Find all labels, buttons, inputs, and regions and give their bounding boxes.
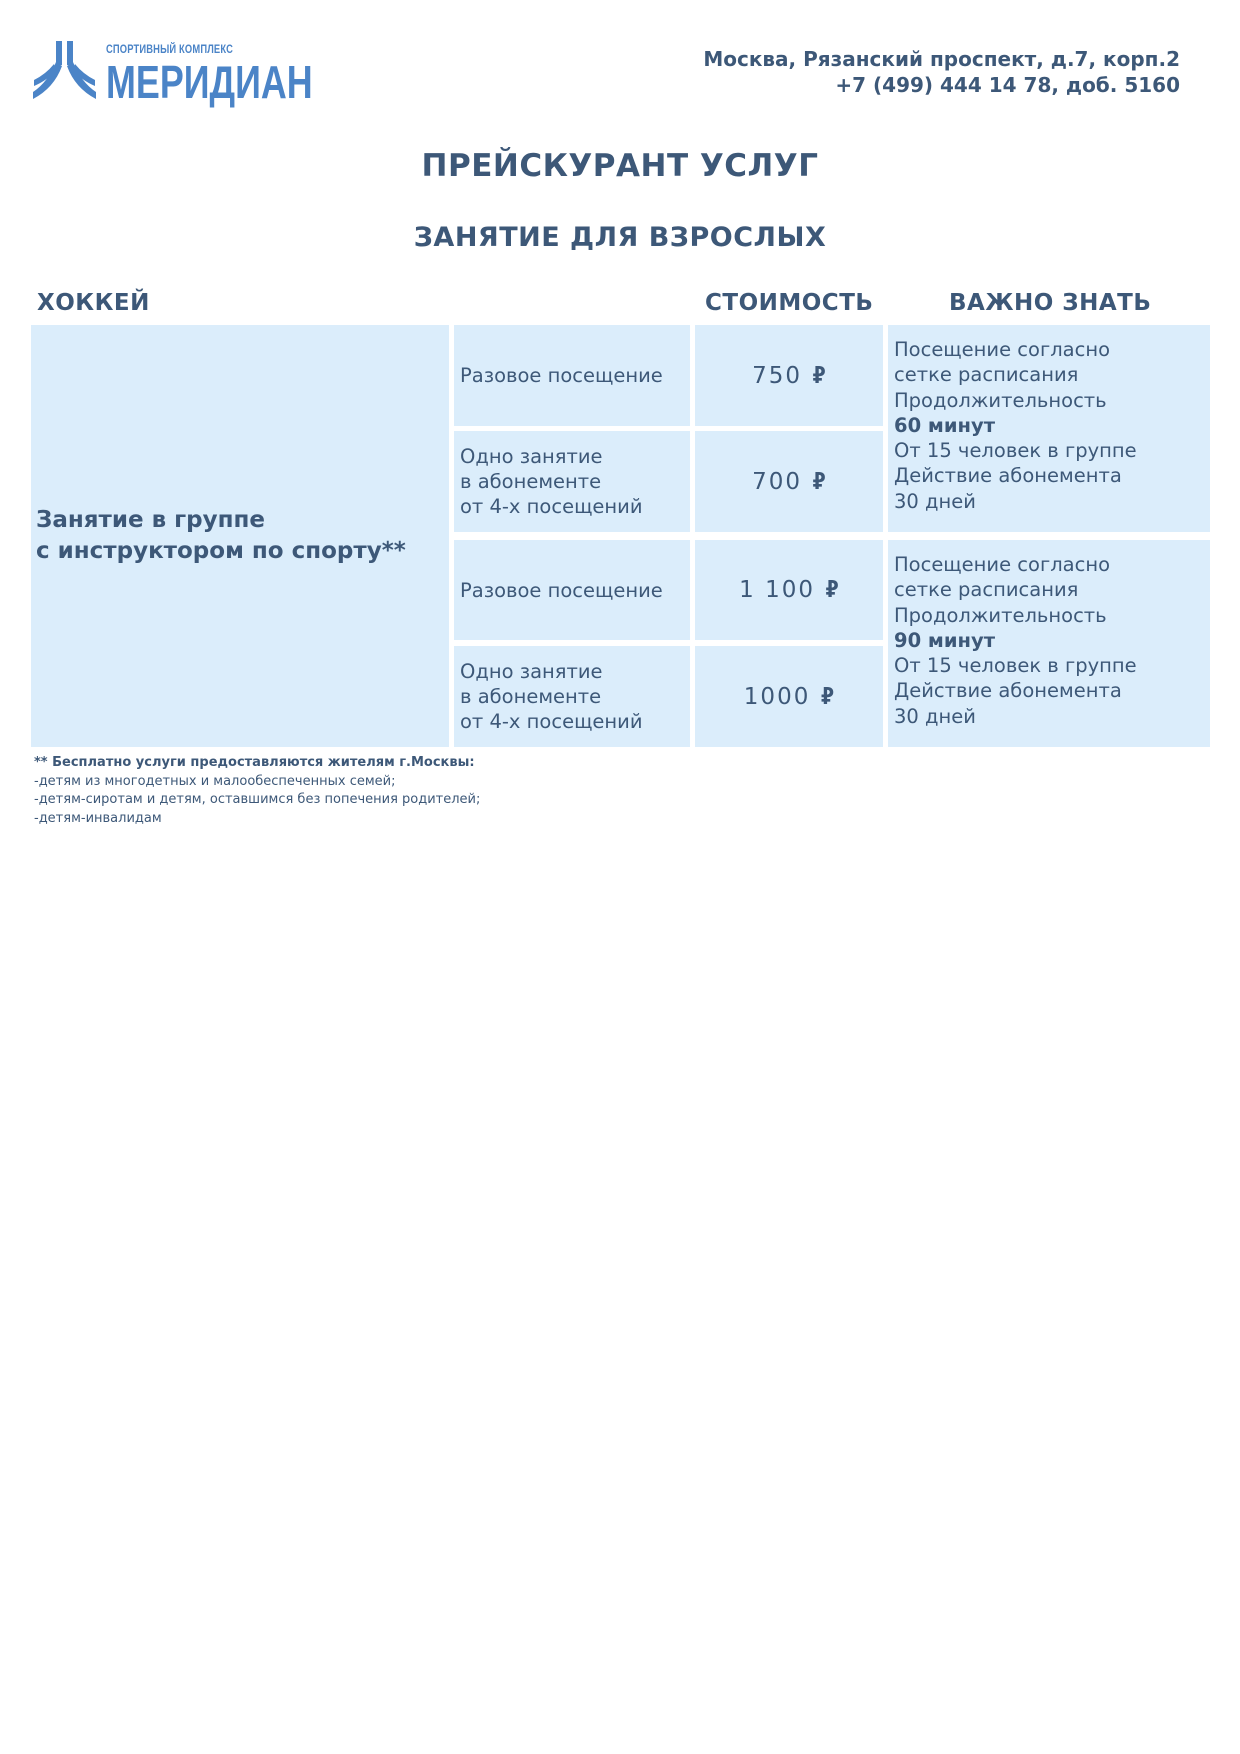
ruble-icon: ₽ bbox=[812, 468, 826, 495]
option-label: Одно занятие в абонементе от 4-х посещений bbox=[460, 660, 643, 733]
price-cell bbox=[695, 431, 883, 532]
price-cell bbox=[695, 646, 883, 747]
price-cell bbox=[695, 325, 883, 426]
info-line: сетке расписания bbox=[894, 363, 1079, 387]
logo bbox=[32, 40, 313, 110]
column-header-info: ВАЖНО ЗНАТЬ bbox=[949, 290, 1152, 316]
page-title: ПРЕЙСКУРАНТ УСЛУГ bbox=[421, 148, 819, 184]
logo-name: МЕРИДИАН bbox=[106, 56, 313, 108]
service-name-line-1: Занятие в группе bbox=[36, 507, 265, 533]
option-cell bbox=[454, 540, 690, 640]
phone: +7 (499) 444 14 78, доб. 5160 bbox=[835, 73, 1180, 97]
option-label: Одно занятие в абонементе от 4-х посещений bbox=[460, 445, 643, 518]
price-value: 750 bbox=[752, 362, 803, 389]
info-line: От 15 человек в группе bbox=[894, 439, 1137, 463]
ruble-icon: ₽ bbox=[825, 577, 839, 603]
footnote-item: -детям из многодетных и малообеспеченных семей; bbox=[34, 773, 396, 789]
footnote-item: -детям-сиротам и детям, оставшимся без попечения родителей; bbox=[34, 792, 481, 807]
info-line: От 15 человек в группе bbox=[894, 654, 1137, 678]
address: Москва, Рязанский проспект, д.7, корп.2 bbox=[703, 47, 1180, 71]
info-line: Посещение согласно bbox=[894, 338, 1111, 361]
option-label: Разовое посещение bbox=[460, 364, 663, 387]
info-line: 30 дней bbox=[894, 704, 976, 728]
footnote-title: ** Бесплатно услуги предоставляются жителям г.Москвы: bbox=[34, 755, 475, 770]
info-line: Посещение согласно bbox=[894, 553, 1111, 576]
option-cell bbox=[454, 646, 690, 747]
section-title: ЗАНЯТИЕ ДЛЯ ВЗРОСЛЫХ bbox=[413, 222, 827, 253]
footnote bbox=[34, 754, 480, 828]
logo-subtitle: СПОРТИВНЫЙ КОМПЛЕКС bbox=[106, 42, 233, 56]
price-value: 1000 bbox=[743, 683, 811, 710]
option-cell bbox=[454, 431, 690, 532]
footnote-item: -детям-инвалидам bbox=[34, 810, 162, 826]
logo-emblem-icon bbox=[32, 40, 98, 102]
info-duration: 60 минут bbox=[894, 413, 996, 437]
column-header-price: СТОИМОСТЬ bbox=[705, 290, 874, 316]
ruble-icon: ₽ bbox=[812, 362, 826, 389]
option-cell bbox=[454, 325, 690, 426]
service-name bbox=[36, 505, 406, 567]
info-cell bbox=[888, 540, 1210, 747]
ruble-icon: ₽ bbox=[820, 683, 835, 710]
info-line: Продолжительность bbox=[894, 388, 1107, 412]
info-line: сетке расписания bbox=[894, 578, 1079, 602]
price-value: 1 100 bbox=[739, 577, 815, 603]
option-label: Разовое посещение bbox=[460, 578, 663, 602]
info-cell bbox=[888, 325, 1210, 532]
info-line: Действие абонемента bbox=[894, 679, 1122, 703]
column-header-sport: ХОККЕЙ bbox=[37, 290, 150, 316]
info-line: Продолжительность bbox=[894, 603, 1107, 627]
contacts bbox=[703, 46, 1180, 98]
info-duration: 90 минут bbox=[894, 628, 996, 652]
price-value: 700 bbox=[752, 468, 803, 495]
service-name-line-2: с инструктором по спорту** bbox=[36, 538, 406, 564]
info-line: Действие абонемента bbox=[894, 464, 1122, 488]
info-line: 30 дней bbox=[894, 489, 976, 513]
price-cell bbox=[695, 540, 883, 640]
